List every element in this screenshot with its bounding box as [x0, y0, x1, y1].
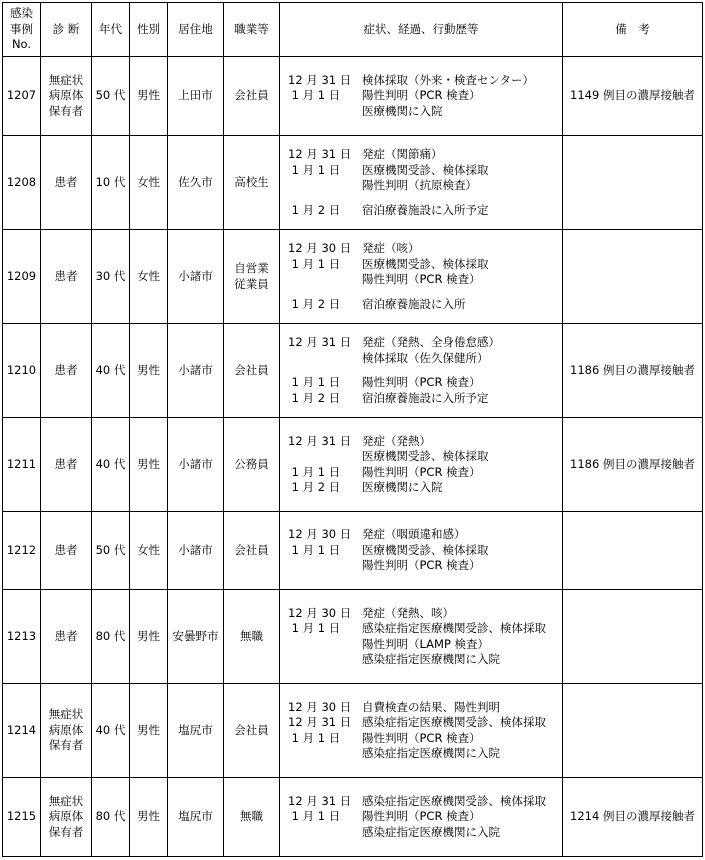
- symptom-date: [288, 652, 362, 668]
- symptom-text: 感染症指定医療機関受診、検体採取: [362, 621, 546, 635]
- symptom-text: 感染症指定医療機関受診、検体採取: [362, 715, 546, 729]
- symptom-text: 宿泊療養施設に入所: [362, 296, 466, 311]
- case-no-cell: 1214: [3, 684, 41, 778]
- table-row: [3, 136, 703, 230]
- symptom-date: 12 月 31 日: [288, 72, 352, 87]
- age-cell: 80 代: [92, 778, 130, 857]
- table-row: [3, 57, 703, 136]
- diagnosis-cell: 患者: [41, 418, 92, 512]
- sex-cell: 女性: [130, 512, 168, 590]
- symptom-text: 陽性判明（抗原検査）: [362, 178, 477, 192]
- symptom-line: [288, 272, 562, 288]
- symptoms-cell: [280, 418, 563, 512]
- symptom-line: [288, 73, 562, 89]
- symptom-date: [288, 178, 362, 194]
- remarks-cell: [563, 136, 703, 230]
- case-table: [2, 2, 703, 857]
- symptom-text: 発症（発熱、咳）: [362, 605, 454, 620]
- symptom-text: 陽性判明（PCR 検査）: [362, 375, 481, 389]
- case-no-cell: 1208: [3, 136, 41, 230]
- symptom-date: [288, 558, 362, 574]
- table-row: [3, 590, 703, 684]
- symptom-text: 医療機関受診、検体採取: [362, 162, 489, 177]
- table-row: [3, 324, 703, 418]
- remarks-cell: [563, 684, 703, 778]
- header-symptoms: 症状、経過、行動歴等: [280, 3, 563, 57]
- symptom-text: 感染症指定医療機関に入院: [362, 824, 500, 839]
- symptom-line: [288, 257, 562, 273]
- symptom-text: 陽性判明（PCR 検査）: [362, 464, 481, 479]
- symptom-text: 陽性判明（PCR 検査）: [362, 272, 481, 286]
- symptom-date: 1 月 1 日: [288, 809, 341, 824]
- symptoms-cell: [280, 230, 563, 324]
- occupation-cell: 会社員: [224, 324, 280, 418]
- remarks-cell: 1186 例目の濃厚接触者: [563, 418, 703, 512]
- remarks-cell: [563, 512, 703, 590]
- diagnosis-cell: 患者: [41, 136, 92, 230]
- symptom-line: [288, 147, 562, 163]
- symptom-line: [288, 449, 562, 465]
- symptom-text: 感染症指定医療機関に入院: [362, 746, 500, 760]
- header-diagnosis: 診 断: [41, 3, 92, 57]
- symptom-line: [288, 527, 562, 543]
- residence-cell: 佐久市: [168, 136, 224, 230]
- symptom-text: 陽性判明（PCR 検査）: [362, 558, 481, 573]
- symptom-text: 医療機関受診、検体採取: [362, 449, 489, 463]
- header-residence: 居住地: [168, 3, 224, 57]
- symptom-text: 発症（咳）: [362, 241, 420, 255]
- table-row: [3, 512, 703, 590]
- symptom-line: [288, 731, 562, 747]
- remarks-cell: [563, 230, 703, 324]
- symptom-text: 自費検査の結果、陽性判明: [362, 699, 500, 714]
- case-no-cell: 1215: [3, 778, 41, 857]
- symptom-line: [288, 297, 562, 313]
- symptom-date: 12 月 31 日: [288, 715, 352, 729]
- table-row: [3, 230, 703, 324]
- age-cell: 50 代: [92, 57, 130, 136]
- symptom-text: 陽性判明（PCR 検査）: [362, 730, 481, 745]
- sex-cell: 女性: [130, 136, 168, 230]
- residence-cell: 小諸市: [168, 324, 224, 418]
- symptom-text: 感染症指定医療機関に入院: [362, 652, 500, 666]
- symptom-spacer: [288, 288, 562, 297]
- symptom-date: 1 月 2 日: [288, 480, 341, 494]
- case-no-cell: 1212: [3, 512, 41, 590]
- symptom-line: [288, 637, 562, 653]
- diagnosis-cell: 無症状 病原体 保有者: [41, 778, 92, 857]
- residence-cell: 小諸市: [168, 418, 224, 512]
- symptom-line: [288, 203, 562, 219]
- age-cell: 50 代: [92, 512, 130, 590]
- residence-cell: 小諸市: [168, 512, 224, 590]
- symptom-text: 陽性判明（LAMP 検査）: [362, 636, 490, 651]
- symptom-line: [288, 391, 562, 407]
- symptom-date: [288, 351, 362, 367]
- header-remarks: 備 考: [563, 3, 703, 57]
- symptom-text: 発症（発熱、全身倦怠感）: [362, 335, 500, 349]
- symptom-text: 検体採取（外来・検査センター）: [362, 72, 535, 87]
- case-no-cell: 1210: [3, 324, 41, 418]
- symptoms-cell: [280, 590, 563, 684]
- symptom-date: 12 月 31 日: [288, 335, 352, 349]
- symptom-line: [288, 794, 562, 810]
- header-case-no: 感染 事例 No.: [3, 3, 41, 57]
- symptom-line: [288, 241, 562, 257]
- symptom-date: 1 月 1 日: [288, 162, 341, 177]
- symptom-date: 1 月 1 日: [288, 375, 341, 389]
- symptom-date: 1 月 1 日: [288, 621, 341, 635]
- symptom-line: [288, 375, 562, 391]
- residence-cell: 小諸市: [168, 230, 224, 324]
- symptom-date: 12 月 31 日: [288, 433, 352, 448]
- symptoms-cell: [280, 324, 563, 418]
- symptom-date: [288, 104, 362, 120]
- symptom-date: [288, 449, 362, 465]
- residence-cell: 上田市: [168, 57, 224, 136]
- symptom-line: [288, 746, 562, 762]
- symptom-line: [288, 606, 562, 622]
- remarks-cell: 1149 例目の濃厚接触者: [563, 57, 703, 136]
- symptom-text: 陽性判明（PCR 検査）: [362, 88, 481, 103]
- symptom-date: [288, 637, 362, 653]
- symptom-text: 発症（発熱）: [362, 433, 431, 448]
- residence-cell: 安曇野市: [168, 590, 224, 684]
- symptom-date: 1 月 1 日: [288, 88, 341, 103]
- table-row: [3, 684, 703, 778]
- sex-cell: 男性: [130, 684, 168, 778]
- symptom-line: [288, 335, 562, 351]
- symptom-line: [288, 700, 562, 716]
- diagnosis-cell: 無症状 病原体 保有者: [41, 57, 92, 136]
- symptom-date: 1 月 1 日: [288, 730, 341, 745]
- symptom-date: 1 月 1 日: [288, 464, 341, 479]
- occupation-cell: 会社員: [224, 684, 280, 778]
- symptoms-cell: [280, 778, 563, 857]
- symptom-date: 12 月 30 日: [288, 605, 352, 620]
- occupation-cell: 無職: [224, 778, 280, 857]
- symptom-text: 医療機関に入院: [362, 103, 443, 118]
- symptom-line: [288, 434, 562, 450]
- diagnosis-cell: 無症状 病原体 保有者: [41, 684, 92, 778]
- symptom-text: 感染症指定医療機関受診、検体採取: [362, 793, 546, 808]
- age-cell: 10 代: [92, 136, 130, 230]
- symptom-text: 宿泊療養施設に入所予定: [362, 202, 489, 217]
- table-row: [3, 778, 703, 857]
- case-no-cell: 1207: [3, 57, 41, 136]
- age-cell: 80 代: [92, 590, 130, 684]
- symptom-date: 12 月 30 日: [288, 527, 352, 542]
- residence-cell: 塩尻市: [168, 684, 224, 778]
- occupation-cell: 無職: [224, 590, 280, 684]
- symptom-spacer: [288, 366, 562, 375]
- header-row: [3, 3, 703, 57]
- case-rows: [3, 57, 703, 857]
- age-cell: 40 代: [92, 418, 130, 512]
- case-no-cell: 1211: [3, 418, 41, 512]
- remarks-cell: 1186 例目の濃厚接触者: [563, 324, 703, 418]
- age-cell: 40 代: [92, 684, 130, 778]
- table-row: [3, 418, 703, 512]
- symptom-date: [288, 825, 362, 841]
- occupation-cell: 高校生: [224, 136, 280, 230]
- symptom-text: 医療機関受診、検体採取: [362, 256, 489, 271]
- sex-cell: 女性: [130, 230, 168, 324]
- symptom-line: [288, 543, 562, 559]
- symptom-line: [288, 178, 562, 194]
- symptom-date: 1 月 1 日: [288, 542, 341, 557]
- case-no-cell: 1209: [3, 230, 41, 324]
- sex-cell: 男性: [130, 418, 168, 512]
- symptom-text: 医療機関に入院: [362, 480, 443, 494]
- sex-cell: 男性: [130, 324, 168, 418]
- symptom-line: [288, 480, 562, 496]
- header-age: 年代: [92, 3, 130, 57]
- symptom-line: [288, 809, 562, 825]
- symptom-line: [288, 652, 562, 668]
- symptom-line: [288, 621, 562, 637]
- residence-cell: 塩尻市: [168, 778, 224, 857]
- diagnosis-cell: 患者: [41, 590, 92, 684]
- symptom-line: [288, 825, 562, 841]
- diagnosis-cell: 患者: [41, 230, 92, 324]
- header-sex: 性別: [130, 3, 168, 57]
- diagnosis-cell: 患者: [41, 324, 92, 418]
- symptom-text: 発症（関節痛）: [362, 147, 443, 161]
- symptom-line: [288, 351, 562, 367]
- symptom-line: [288, 715, 562, 731]
- header-occupation: 職業等: [224, 3, 280, 57]
- symptom-text: 検体採取（佐久保健所）: [362, 350, 489, 365]
- symptom-date: 1 月 1 日: [288, 256, 341, 271]
- symptom-text: 発症（咽頭違和感）: [362, 527, 466, 542]
- diagnosis-cell: 患者: [41, 512, 92, 590]
- symptom-date: 1 月 2 日: [288, 202, 341, 217]
- occupation-cell: 公務員: [224, 418, 280, 512]
- symptom-text: 宿泊療養施設に入所予定: [362, 390, 489, 405]
- symptom-line: [288, 104, 562, 120]
- symptom-line: [288, 88, 562, 104]
- symptom-date: [288, 272, 362, 288]
- symptom-date: 12 月 31 日: [288, 147, 352, 161]
- symptom-spacer: [288, 194, 562, 203]
- symptom-date: 12 月 31 日: [288, 793, 352, 808]
- remarks-cell: 1214 例目の濃厚接触者: [563, 778, 703, 857]
- sex-cell: 男性: [130, 778, 168, 857]
- symptom-line: [288, 465, 562, 481]
- occupation-cell: 自営業 従業員: [224, 230, 280, 324]
- symptoms-cell: [280, 512, 563, 590]
- symptom-date: [288, 746, 362, 762]
- symptom-date: 1 月 2 日: [288, 296, 341, 311]
- sex-cell: 男性: [130, 57, 168, 136]
- symptom-line: [288, 163, 562, 179]
- age-cell: 40 代: [92, 324, 130, 418]
- symptoms-cell: [280, 57, 563, 136]
- symptoms-cell: [280, 684, 563, 778]
- occupation-cell: 会社員: [224, 57, 280, 136]
- symptom-date: 12 月 30 日: [288, 241, 352, 255]
- symptom-text: 医療機関受診、検体採取: [362, 542, 489, 557]
- symptom-date: 1 月 2 日: [288, 390, 341, 405]
- symptom-text: 陽性判明（PCR 検査）: [362, 809, 481, 824]
- remarks-cell: [563, 590, 703, 684]
- case-no-cell: 1213: [3, 590, 41, 684]
- sex-cell: 男性: [130, 590, 168, 684]
- age-cell: 30 代: [92, 230, 130, 324]
- symptom-date: 12 月 30 日: [288, 699, 352, 714]
- symptom-line: [288, 558, 562, 574]
- occupation-cell: 会社員: [224, 512, 280, 590]
- symptoms-cell: [280, 136, 563, 230]
